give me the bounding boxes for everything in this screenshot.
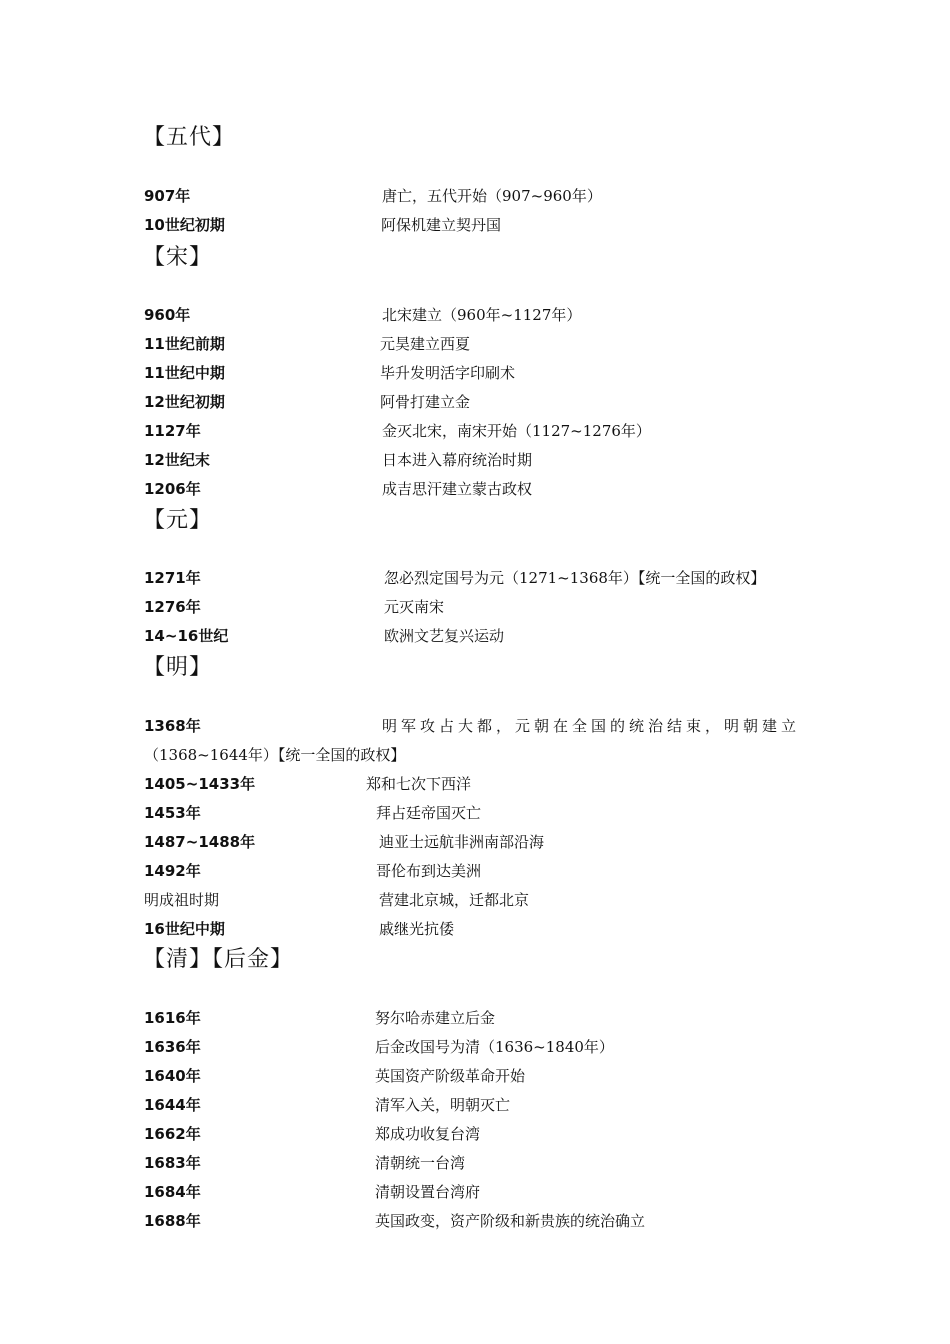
row-event: 唐亡，五代开始（907~960年）	[382, 187, 602, 205]
row-date: 907年	[144, 187, 191, 205]
row-date: 1276年	[144, 598, 201, 616]
row-date: 1636年	[144, 1038, 201, 1056]
section-heading-yuan: 【元】	[143, 508, 213, 533]
row-date: 1453年	[144, 804, 201, 822]
row-date: 12世纪初期	[144, 393, 225, 411]
row-date: 1644年	[144, 1096, 201, 1114]
row-date: 1368年	[144, 717, 201, 735]
row-date: 1662年	[144, 1125, 201, 1143]
row-date: 10世纪初期	[144, 216, 225, 234]
row-event: 明军攻占大都，元朝在全国的统治结束，明朝建立	[382, 717, 801, 735]
row-date: 14~16世纪	[144, 627, 229, 645]
row-event: 迪亚士远航非洲南部沿海	[379, 833, 545, 851]
row-event: 阿保机建立契丹国	[381, 216, 502, 234]
row-event: 忽必烈定国号为元（1271~1368年）【统一全国的政权】	[384, 569, 766, 587]
row-event: 营建北京城，迁都北京	[379, 891, 530, 909]
row-date: 1487~1488年	[144, 833, 256, 851]
row-event: 清朝统一台湾	[375, 1154, 466, 1172]
row-date: 1127年	[144, 422, 201, 440]
row-event-continuation: （1368~1644年）【统一全国的政权】	[144, 746, 406, 764]
row-event: 戚继光抗倭	[379, 920, 455, 938]
row-event: 郑成功收复台湾	[375, 1125, 481, 1143]
row-event: 英国资产阶级革命开始	[375, 1067, 526, 1085]
row-event: 毕升发明活字印刷术	[380, 364, 516, 382]
row-event: 北宋建立（960年~1127年）	[382, 306, 582, 324]
row-date: 1492年	[144, 862, 201, 880]
row-date: 1683年	[144, 1154, 201, 1172]
row-date: 12世纪末	[144, 451, 210, 469]
row-event: 元昊建立西夏	[380, 335, 471, 353]
row-date: 1405~1433年	[144, 775, 256, 793]
row-date: 1688年	[144, 1212, 201, 1230]
row-event: 日本进入幕府统治时期	[382, 451, 533, 469]
row-event: 后金改国号为清（1636~1840年）	[375, 1038, 614, 1056]
row-event: 成吉思汗建立蒙古政权	[382, 480, 533, 498]
row-date: 1640年	[144, 1067, 201, 1085]
row-event: 清朝设置台湾府	[375, 1183, 481, 1201]
section-heading-song: 【宋】	[143, 245, 213, 270]
row-date: 1206年	[144, 480, 201, 498]
row-event: 元灭南宋	[384, 598, 445, 616]
row-date: 11世纪前期	[144, 335, 225, 353]
row-event: 英国政变，资产阶级和新贵族的统治确立	[375, 1212, 646, 1230]
row-date: 1684年	[144, 1183, 201, 1201]
section-heading-wudai: 【五代】	[143, 125, 236, 150]
row-date: 11世纪中期	[144, 364, 225, 382]
section-heading-ming: 【明】	[143, 655, 213, 680]
row-event: 郑和七次下西洋	[366, 775, 472, 793]
row-event: 欧洲文艺复兴运动	[384, 627, 505, 645]
row-date: 960年	[144, 306, 191, 324]
section-heading-qing: 【清】【后金】	[143, 947, 294, 972]
row-date: 1271年	[144, 569, 201, 587]
row-date: 明成祖时期	[144, 891, 220, 909]
row-event: 拜占廷帝国灭亡	[376, 804, 482, 822]
row-event: 哥伦布到达美洲	[376, 862, 482, 880]
row-date: 16世纪中期	[144, 920, 225, 938]
row-event: 金灭北宋，南宋开始（1127~1276年）	[382, 422, 651, 440]
row-event: 努尔哈赤建立后金	[375, 1009, 496, 1027]
row-event: 清军入关，明朝灭亡	[375, 1096, 511, 1114]
row-date: 1616年	[144, 1009, 201, 1027]
row-event: 阿骨打建立金	[380, 393, 471, 411]
